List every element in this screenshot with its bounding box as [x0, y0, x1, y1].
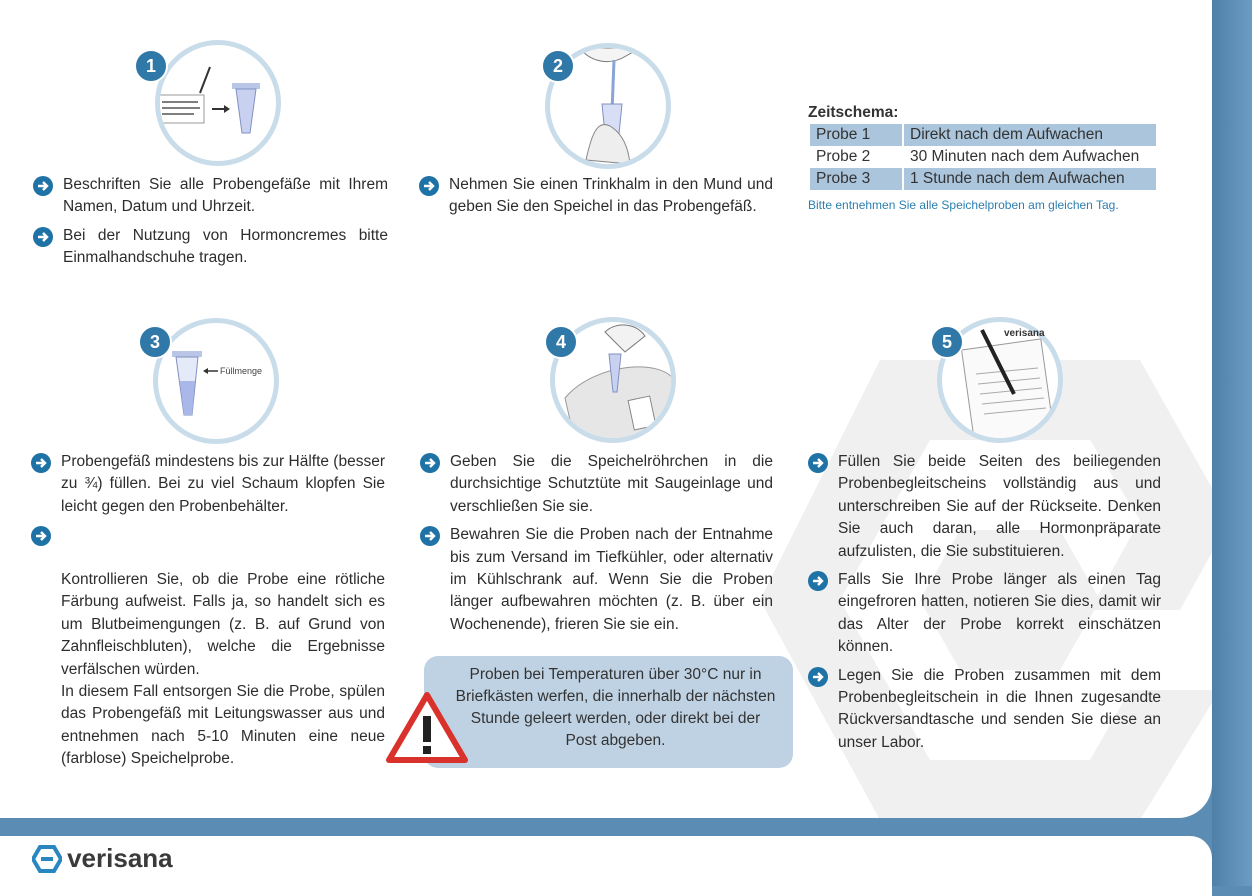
step-2-bullet-1: Nehmen Sie einen Trinkhalm in den Mund und geben Sie den Speichel in das Probengefäß. — [419, 174, 773, 219]
fill-level-tube-icon — [158, 323, 274, 439]
step-3-illustration — [153, 318, 279, 444]
footer-logo — [32, 843, 173, 874]
arrow-right-icon — [808, 571, 828, 591]
step-5-bullet-3: Legen Sie die Proben zusammen mit dem Probenbegleitschein in die Ihnen zugesandte Rückversandtasche und senden Sie diese an unser Labor. — [808, 665, 1161, 755]
arrow-right-icon — [419, 176, 439, 196]
table-row: Probe 1 Direkt nach dem Aufwachen — [810, 124, 1156, 146]
table-row: Probe 3 1 Stunde nach dem Aufwachen — [810, 168, 1156, 190]
time-schedule — [808, 104, 1158, 212]
schedule-title: Zeitschema: — [808, 104, 899, 121]
footer — [0, 836, 1212, 896]
arrow-right-icon — [808, 453, 828, 473]
schedule-table — [808, 124, 1158, 190]
temperature-warning: Proben bei Temperaturen über 30°C nur in Briefkästen werfen, die innerhalb der nächsten Stunde geleert werden, oder direkt bei der Post abgeben. — [424, 656, 793, 768]
step-4-bullet-2: Bewahren Sie die Proben nach der Entnahme bis zum Versand im Tiefkühler, oder alternativ im Kühlschrank auf. Wenn Sie die Proben länger aufbewahren möchten (z. B. über ein Wochenende), frieren Sie sie ein. — [420, 524, 773, 636]
arrow-right-icon — [33, 227, 53, 247]
arrow-right-icon — [420, 453, 440, 473]
arrow-right-icon — [31, 526, 51, 546]
step-5-bullet-2: Falls Sie Ihre Probe länger als einen Tag eingefroren hatten, notieren Sie dies, damit wir das Alter der Probe korrekt einschätzen können. — [808, 569, 1161, 659]
arrow-right-icon — [808, 667, 828, 687]
step-1-badge: 1 — [134, 49, 168, 83]
warning-triangle-icon — [386, 692, 468, 764]
schedule-note: Bitte entnehmen Sie alle Speichelproben am gleichen Tag. — [808, 198, 1119, 212]
step-1-text — [33, 174, 388, 276]
step-5-text — [808, 451, 1161, 760]
step-2-badge: 2 — [541, 49, 575, 83]
form-brand-label: verisana — [1004, 328, 1045, 339]
side-strip — [1212, 0, 1252, 886]
table-row: Probe 2 30 Minuten nach dem Aufwachen — [816, 148, 1140, 165]
fill-level-label: Füllmenge — [220, 366, 263, 376]
step-3-bullet-2: Kontrollieren Sie, ob die Probe eine rötliche Färbung aufweist. Falls ja, so handelt sich es um Blutbeimengungen (z. B. auf Grund von Zahnfleischbluten), welche die Ergebnisse verfälschen würden. In diesem Fall entsorgen Sie die Probe, spülen das Probengefäß mit Leitungswasser aus und entnehmen nach 5-10 Minuten eine neue (farblose) Speichelprobe. — [31, 524, 385, 770]
label-tube-icon — [160, 45, 276, 161]
step-5-badge: 5 — [930, 325, 964, 359]
step-3-badge: 3 — [138, 325, 172, 359]
step-4-bullet-1: Geben Sie die Speichelröhrchen in die durchsichtige Schutztüte mit Saugeinlage und verschließen Sie sie. — [420, 451, 773, 518]
arrow-right-icon — [33, 176, 53, 196]
arrow-right-icon — [420, 526, 440, 546]
arrow-right-icon — [31, 453, 51, 473]
step-4-text — [420, 451, 773, 642]
step-1-illustration — [155, 40, 281, 166]
step-1-bullet-1: Beschriften Sie alle Probengefäße mit Ihrem Namen, Datum und Uhrzeit. — [33, 174, 388, 219]
step-3-text — [31, 451, 385, 777]
footer-brand: verisana — [67, 843, 173, 873]
step-2-text — [419, 174, 773, 225]
verisana-logo-icon — [32, 844, 62, 874]
step-3-bullet-1: Probengefäß mindestens bis zur Hälfte (besser zu ¾) füllen. Bei zu viel Schaum klopfen Sie leicht gegen den Probenbehälter. — [31, 451, 385, 518]
step-4-badge: 4 — [544, 325, 578, 359]
step-1-bullet-2: Bei der Nutzung von Hormoncremes bitte Einmalhandschuhe tragen. — [33, 225, 388, 270]
step-5-bullet-1: Füllen Sie beide Seiten des beiliegenden Probenbegleitscheins vollständig aus und unterschreiben Sie auf der Rückseite. Denken Sie auch daran, alle Hormonpräparate aufzulisten, die Sie substituieren. — [808, 451, 1161, 563]
